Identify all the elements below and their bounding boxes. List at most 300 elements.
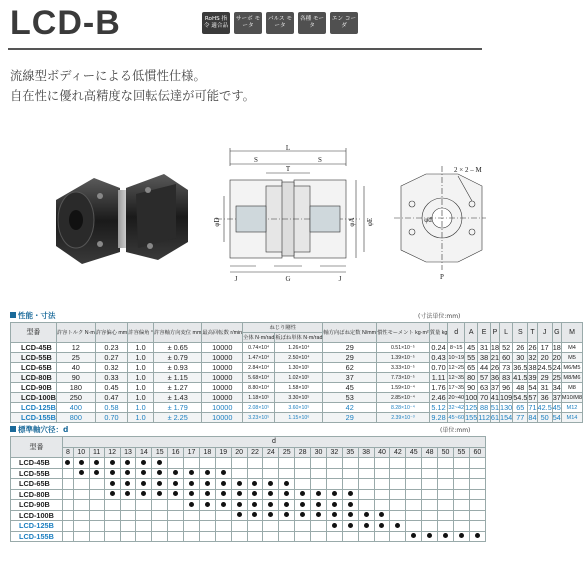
- bore-available-dot-icon: [316, 512, 321, 517]
- spec-cell-d: 12~25: [448, 364, 465, 371]
- bore-model-cell: LCD-100B: [11, 510, 63, 521]
- bore-size-header: 15: [152, 447, 168, 458]
- dim-S-right: S: [318, 156, 322, 164]
- spec-cell-g: 54: [552, 413, 561, 422]
- bore-cell: [89, 479, 104, 490]
- bore-cell: [184, 510, 200, 521]
- spec-cell-ang: 1.0: [128, 363, 154, 373]
- bore-size-header: 8: [63, 447, 74, 458]
- spec-cell-torque: 25: [56, 353, 95, 363]
- bore-cell: [358, 531, 374, 542]
- spec-cell-d: 12~35: [448, 374, 465, 381]
- bore-available-dot-icon: [268, 491, 273, 496]
- spec-cell-elem: 1.26×10⁴: [275, 343, 323, 353]
- th-E: E: [478, 323, 491, 343]
- bore-size-header: 45: [406, 447, 422, 458]
- spec-cell-g: 20: [552, 353, 561, 362]
- spec-cell-d: 17~35: [448, 384, 465, 391]
- bore-cell: [231, 521, 247, 532]
- bore-size-header: 32: [326, 447, 342, 458]
- spec-row: [11, 413, 583, 423]
- bore-cell: [406, 500, 422, 511]
- spec-cell-stiff: 1.47×10⁴: [243, 353, 275, 363]
- bore-cell: [247, 468, 263, 479]
- bore-cell: [63, 468, 74, 479]
- th-mass: 質量 kg: [429, 323, 448, 343]
- bore-cell: [199, 468, 215, 479]
- bore-cell: [311, 510, 327, 521]
- bore-cell: [390, 468, 406, 479]
- bore-available-dot-icon: [252, 481, 257, 486]
- dim-phi-A: φA: [348, 217, 356, 227]
- spec-cell-ang: 1.0: [128, 373, 154, 383]
- bore-available-dot-icon: [332, 491, 337, 496]
- bore-cell: [104, 531, 120, 542]
- bore-cell: [231, 479, 247, 490]
- th-J: J: [537, 323, 552, 343]
- spec-cell-ecc: 0.45: [95, 383, 127, 393]
- bore-model-cell: LCD-125B: [11, 521, 63, 532]
- spec-cell-mass: 2.46: [429, 393, 448, 403]
- bore-cell: [374, 479, 390, 490]
- bore-available-dot-icon: [348, 491, 353, 496]
- spec-cell-ang: 1.0: [128, 353, 154, 363]
- spec-cell-k: 37: [323, 373, 377, 383]
- bore-size-header: 18: [199, 447, 215, 458]
- bore-available-dot-icon: [79, 460, 84, 465]
- spec-row: [11, 373, 583, 383]
- spec-row: [11, 353, 583, 363]
- th-ecc: 許容偏心 mm: [95, 323, 127, 343]
- spec-cell-a: 100: [465, 393, 478, 402]
- spec-cell-k: 53: [323, 393, 377, 403]
- spec-cell-p: 51: [490, 403, 500, 412]
- bore-size-header: 40: [374, 447, 390, 458]
- bore-cell: [231, 458, 247, 469]
- bore-cell: [247, 521, 263, 532]
- bore-cell: [120, 521, 136, 532]
- spec-cell-m: M12: [561, 403, 582, 413]
- bore-available-dot-icon: [300, 502, 305, 507]
- bore-cell: [295, 510, 311, 521]
- spec-cell-mass: 5.12: [429, 403, 448, 413]
- spec-cell-t: 84: [528, 413, 537, 422]
- th-stiffness: ねじり剛性: [243, 323, 323, 333]
- bore-cell: [469, 458, 485, 469]
- bore-available-dot-icon: [284, 481, 289, 486]
- bore-cell: [199, 479, 215, 490]
- th-G: G: [552, 323, 561, 343]
- bore-available-dot-icon: [237, 512, 242, 517]
- bore-available-dot-icon: [79, 470, 84, 475]
- bore-size-header: 28: [295, 447, 311, 458]
- spec-cell-t: 54: [528, 383, 537, 392]
- bore-cell: [199, 531, 215, 542]
- spec-cell-stiff: 5.68×10⁴: [243, 373, 275, 383]
- bore-cell: [358, 458, 374, 469]
- spec-cell-l: 154: [500, 413, 513, 422]
- bore-available-dot-icon: [237, 491, 242, 496]
- bore-size-header: 60: [469, 447, 485, 458]
- bore-cell: [390, 479, 406, 490]
- bore-cell: [184, 500, 200, 511]
- bore-available-dot-icon: [379, 523, 384, 528]
- bore-cell: [438, 500, 454, 511]
- bore-cell: [231, 489, 247, 500]
- spec-cell-ecc: 0.47: [95, 393, 127, 403]
- bore-cell: [326, 510, 342, 521]
- bore-available-dot-icon: [189, 481, 194, 486]
- spec-cell-t: 26: [528, 343, 537, 352]
- spec-cell-k: 29: [323, 413, 377, 423]
- bore-cell: [120, 458, 136, 469]
- spec-cell-k: 45: [323, 383, 377, 393]
- bore-cell: [279, 500, 295, 511]
- spec-cell-axial: ± 0.93: [154, 363, 202, 373]
- bore-cell: [295, 468, 311, 479]
- bore-cell: [231, 531, 247, 542]
- bore-cell: [422, 500, 438, 511]
- bore-cell: [247, 500, 263, 511]
- bore-cell: [89, 468, 104, 479]
- dim-M: 2 × 2 – M: [454, 166, 482, 174]
- bore-cell: [453, 479, 469, 490]
- bore-cell: [168, 468, 184, 479]
- bore-cell: [469, 479, 485, 490]
- bore-available-dot-icon: [205, 491, 210, 496]
- description-line-2: 自在性に優れ高精度な回転伝達が可能です。: [10, 89, 255, 103]
- section-square-icon: [10, 312, 16, 318]
- spec-cell-p: 26: [490, 363, 500, 372]
- bore-available-dot-icon: [443, 533, 448, 538]
- bore-size-header: 11: [89, 447, 104, 458]
- bore-model-cell: LCD-155B: [11, 531, 63, 542]
- spec-cell-g: 25: [552, 373, 561, 382]
- bore-available-dot-icon: [189, 491, 194, 496]
- bore-row: [11, 510, 486, 521]
- bore-cell: [326, 479, 342, 490]
- bore-available-dot-icon: [221, 502, 226, 507]
- bore-available-dot-icon: [459, 533, 464, 538]
- spec-cell-speed: 10000: [202, 343, 243, 353]
- bore-available-dot-icon: [125, 460, 130, 465]
- bore-cell: [406, 468, 422, 479]
- bore-cell: [263, 479, 279, 490]
- spec-cell-stiff: 2.08×10⁵: [243, 403, 275, 413]
- bore-cell: [422, 489, 438, 500]
- dim-phi-D: φD: [213, 217, 221, 227]
- bore-size-header: 20: [231, 447, 247, 458]
- spec-cell-speed: 10000: [202, 413, 243, 423]
- bore-cell: [89, 489, 104, 500]
- spec-cell-t: 32: [528, 353, 537, 362]
- bore-available-dot-icon: [157, 491, 162, 496]
- bore-cell: [136, 521, 152, 532]
- bore-cell: [374, 510, 390, 521]
- spec-cell-l: 130: [500, 403, 513, 412]
- dim-phi-E: φE: [366, 217, 374, 227]
- bore-row: [11, 531, 486, 542]
- bore-cell: [136, 458, 152, 469]
- spec-cell-d: 32~42: [448, 404, 465, 411]
- dim-T: T: [285, 165, 291, 173]
- bore-cell: [73, 500, 89, 511]
- bore-cell: [358, 489, 374, 500]
- bore-cell: [104, 468, 120, 479]
- bore-cell: [342, 521, 358, 532]
- spec-row: [11, 393, 583, 403]
- spec-cell-a: 90: [465, 383, 478, 393]
- spec-cell-a: 55: [465, 353, 478, 363]
- bore-size-header: 35: [342, 447, 358, 458]
- bore-cell: [152, 479, 168, 490]
- bore-cell: [374, 468, 390, 479]
- bore-model-cell: LCD-55B: [11, 468, 63, 479]
- bore-cell: [390, 510, 406, 521]
- spec-cell-stiff: 2.84×10⁴: [243, 363, 275, 373]
- spec-cell-a: 80: [465, 373, 478, 383]
- bore-cell: [104, 479, 120, 490]
- bore-available-dot-icon: [332, 502, 337, 507]
- spec-cell-m: M14: [561, 413, 582, 423]
- spec-cell-stiff: 0.74×10⁴: [243, 343, 275, 353]
- spec-cell-ecc: 0.70: [95, 413, 127, 423]
- bore-cell: [279, 531, 295, 542]
- spec-cell-d: 10~19: [448, 354, 465, 361]
- bore-cell: [422, 479, 438, 490]
- bore-available-dot-icon: [189, 502, 194, 507]
- bore-cell: [152, 489, 168, 500]
- bore-cell: [120, 510, 136, 521]
- bore-cell: [152, 531, 168, 542]
- spec-cell-torque: 90: [56, 373, 95, 383]
- bore-available-dot-icon: [189, 470, 194, 475]
- spec-section-title: [10, 310, 56, 321]
- bore-cell: [279, 510, 295, 521]
- bore-cell: [199, 521, 215, 532]
- spec-cell-d: 20~40: [448, 394, 465, 401]
- bore-cell: [263, 531, 279, 542]
- spec-cell-axial: ± 1.43: [154, 393, 202, 403]
- bore-cell: [184, 458, 200, 469]
- spec-cell-s: 36.5: [513, 363, 528, 372]
- bore-cell: [326, 500, 342, 511]
- dim-J-right: J: [338, 275, 342, 283]
- bore-cell: [199, 489, 215, 500]
- dim-G: G: [285, 275, 291, 283]
- th-P: P: [490, 323, 499, 343]
- bore-cell: [374, 531, 390, 542]
- bore-cell: [326, 489, 342, 500]
- bore-size-header: 17: [184, 447, 200, 458]
- bore-cell: [89, 521, 104, 532]
- bore-cell: [453, 500, 469, 511]
- spec-cell-ecc: 0.23: [95, 343, 127, 353]
- bore-cell: [136, 489, 152, 500]
- bore-available-dot-icon: [332, 512, 337, 517]
- bore-cell: [311, 468, 327, 479]
- spec-cell-stiff: 1.18×10⁵: [243, 393, 275, 403]
- bore-row: [11, 468, 486, 479]
- spec-cell-s: 30: [513, 353, 528, 363]
- spec-cell-p: 21: [490, 353, 500, 362]
- bore-cell: [168, 479, 184, 490]
- bore-th-d: d: [63, 437, 486, 448]
- spec-cell-elem: 3.60×10⁵: [275, 403, 323, 413]
- bore-unit-note: (単位:mm): [440, 427, 471, 434]
- bore-available-dot-icon: [157, 460, 162, 465]
- th-d: d: [448, 323, 465, 343]
- spec-cell-l: 96: [500, 383, 513, 393]
- spec-cell-axial: ± 1.27: [154, 383, 202, 393]
- bore-table: [10, 436, 486, 542]
- spec-cell-speed: 10000: [202, 373, 243, 383]
- bore-available-dot-icon: [252, 502, 257, 507]
- bore-cell: [136, 479, 152, 490]
- spec-title-text: 性能・寸法: [18, 311, 56, 320]
- bore-cell: [73, 489, 89, 500]
- feature-tags: [202, 12, 358, 34]
- bore-available-dot-icon: [110, 481, 115, 486]
- product-title: LCD-B: [10, 4, 121, 42]
- spec-cell-inertia: 1.59×10⁻⁴: [377, 383, 430, 393]
- bore-cell: [199, 500, 215, 511]
- bore-size-header: 10: [73, 447, 89, 458]
- bore-available-dot-icon: [221, 481, 226, 486]
- bore-cell: [263, 500, 279, 511]
- spec-cell-mass: 1.11: [429, 373, 448, 383]
- bore-available-dot-icon: [300, 512, 305, 517]
- bore-available-dot-icon: [110, 470, 115, 475]
- bore-cell: [406, 479, 422, 490]
- bore-cell: [342, 500, 358, 511]
- bore-cell: [136, 468, 152, 479]
- spec-cell-speed: 10000: [202, 403, 243, 413]
- bore-title-text: 標準軸穴径：d: [18, 425, 69, 434]
- bore-cell: [342, 489, 358, 500]
- various-motor-tag: 各種 モータ: [298, 12, 326, 34]
- spec-cell-l: 73: [500, 363, 513, 373]
- bore-cell: [358, 468, 374, 479]
- bore-cell: [263, 510, 279, 521]
- bore-cell: [422, 521, 438, 532]
- bore-cell: [279, 489, 295, 500]
- spec-cell-a: 125: [465, 403, 478, 412]
- bore-available-dot-icon: [221, 491, 226, 496]
- bore-model-cell: LCD-45B: [11, 458, 63, 469]
- dim-J-left: J: [234, 275, 238, 283]
- spec-cell-j: 36: [537, 393, 552, 403]
- bore-cell: [279, 521, 295, 532]
- bore-cell: [215, 468, 231, 479]
- bore-cell: [120, 489, 136, 500]
- spec-cell-t: 57: [528, 393, 537, 402]
- th-spring: 軸方向ばね定数 N/mm: [323, 323, 377, 343]
- spec-cell-m: M6/M5: [561, 363, 582, 373]
- bore-cell: [390, 500, 406, 511]
- bore-cell: [279, 458, 295, 469]
- bore-available-dot-icon: [348, 502, 353, 507]
- bore-available-dot-icon: [348, 512, 353, 517]
- bore-cell: [311, 500, 327, 511]
- dim-P: P: [440, 273, 444, 281]
- spec-cell-m: M4: [561, 343, 582, 353]
- bore-size-header: 13: [120, 447, 136, 458]
- bore-available-dot-icon: [427, 533, 432, 538]
- bore-available-dot-icon: [268, 481, 273, 486]
- spec-cell-inertia: 7.73×10⁻⁵: [377, 373, 430, 383]
- spec-cell-ecc: 0.27: [95, 353, 127, 363]
- bore-available-dot-icon: [364, 512, 369, 517]
- bore-cell: [390, 531, 406, 542]
- spec-cell-s: 26: [513, 343, 528, 353]
- spec-cell-s: 48: [513, 383, 528, 393]
- pulse-motor-tag: パルス モータ: [266, 12, 294, 34]
- bore-available-dot-icon: [237, 481, 242, 486]
- spec-cell-j: 31: [537, 383, 552, 393]
- bore-cell: [438, 531, 454, 542]
- bore-cell: [168, 489, 184, 500]
- spec-cell-inertia: 2.85×10⁻⁴: [377, 393, 430, 403]
- spec-cell-elem: 3.30×10⁵: [275, 393, 323, 403]
- rohs-tag: RoHS 指令 適合品: [202, 12, 230, 34]
- bore-available-dot-icon: [205, 481, 210, 486]
- bore-cell: [184, 468, 200, 479]
- bore-cell: [342, 479, 358, 490]
- spec-cell-e: 31: [478, 343, 491, 353]
- bore-cell: [358, 521, 374, 532]
- bore-row: [11, 458, 486, 469]
- spec-cell-p: 37: [490, 383, 500, 392]
- bore-available-dot-icon: [141, 481, 146, 486]
- bore-cell: [73, 521, 89, 532]
- spec-cell-mass: 1.76: [429, 383, 448, 393]
- bore-cell: [342, 510, 358, 521]
- spec-cell-j: 42.5: [537, 403, 552, 412]
- bore-cell: [120, 531, 136, 542]
- spec-cell-ang: 1.0: [128, 413, 154, 423]
- bore-cell: [438, 489, 454, 500]
- spec-cell-t: 71: [528, 403, 537, 412]
- bore-available-dot-icon: [205, 502, 210, 507]
- bore-cell: [279, 479, 295, 490]
- spec-cell-axial: ± 1.15: [154, 373, 202, 383]
- bore-cell: [89, 458, 104, 469]
- bore-cell: [279, 468, 295, 479]
- bore-cell: [120, 468, 136, 479]
- th-S: S: [513, 323, 528, 343]
- bore-cell: [215, 521, 231, 532]
- spec-cell-ecc: 0.58: [95, 403, 127, 413]
- bore-model-cell: LCD-65B: [11, 479, 63, 490]
- spec-cell-s: 41.5: [513, 373, 528, 382]
- spec-cell-m: M8: [561, 383, 582, 393]
- bore-cell: [215, 489, 231, 500]
- bore-cell: [263, 521, 279, 532]
- bore-cell: [152, 468, 168, 479]
- spec-model-cell: LCD-155B: [11, 413, 57, 423]
- bore-th-model: 型番: [11, 437, 63, 458]
- bore-cell: [247, 489, 263, 500]
- bore-cell: [311, 479, 327, 490]
- product-description: [10, 66, 255, 106]
- spec-cell-e: 63: [478, 383, 491, 393]
- spec-cell-j: 20: [537, 353, 552, 363]
- bore-cell: [89, 500, 104, 511]
- spec-cell-ecc: 0.32: [95, 363, 127, 373]
- bore-cell: [184, 489, 200, 500]
- bore-cell: [453, 489, 469, 500]
